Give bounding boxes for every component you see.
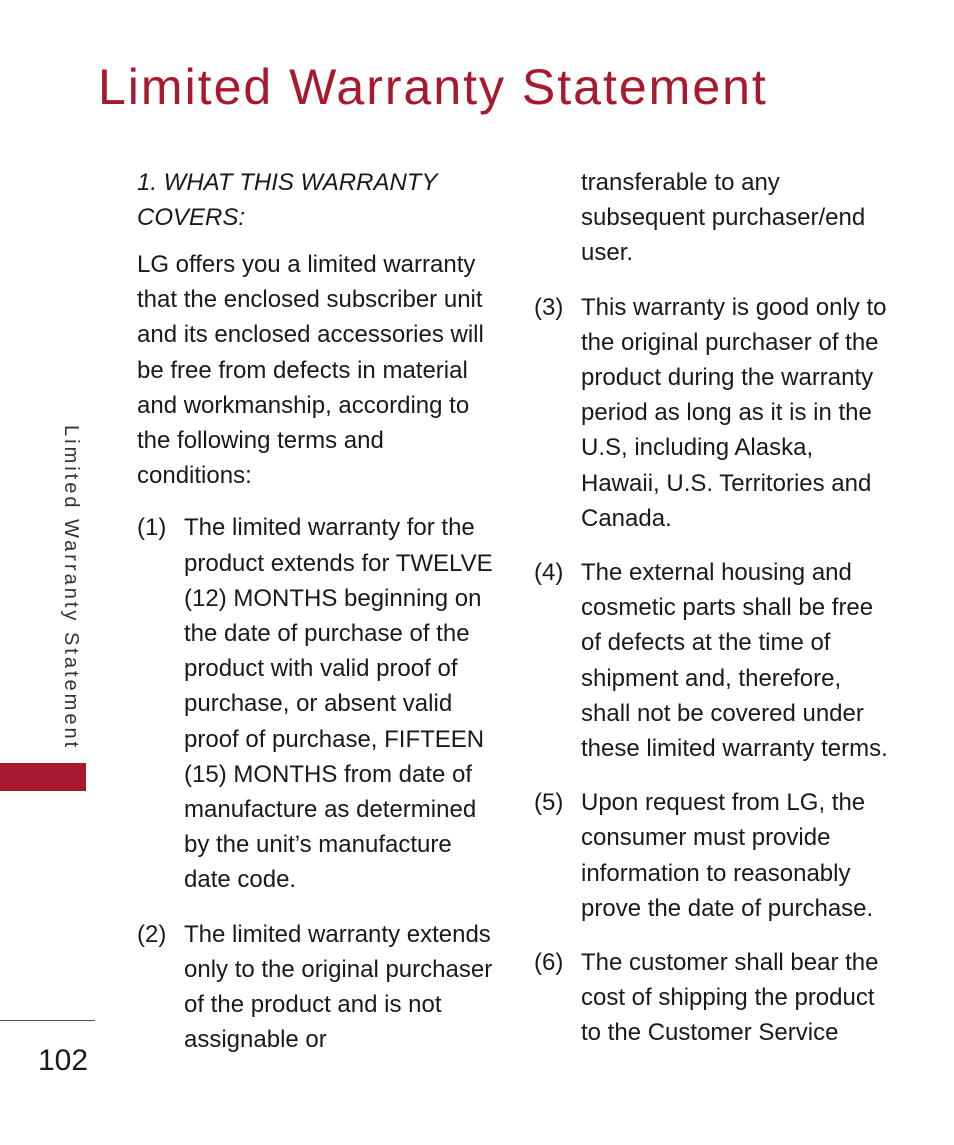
item-number: (4) [534,559,564,587]
item-number: (2) [137,920,167,948]
side-tab-label: Limited Warranty Statement [60,425,82,751]
item-text: The external housing and cosmetic parts shall be free of defects at the time of shipment and, therefore, shall not be covered under these limited warranty terms. [581,559,888,763]
item-number: (1) [137,514,167,542]
item-text: Upon request from LG, the consumer must provide information to reasonably prove the date of purchase. [581,789,874,922]
page-title: Limited Warranty Statement [98,59,768,115]
item-number: (3) [534,293,564,321]
item-text: The customer shall bear the cost of shipping the product to the Customer Service [581,949,879,1047]
item-number: (6) [534,949,564,977]
right-column [534,165,894,1070]
left-column [137,165,497,1076]
list-item [534,945,894,1051]
intro-paragraph: LG offers you a limited warranty that the enclosed subscriber unit and its enclosed accessories will be free from defects in material and workmanship, according to the following terms and conditions: [137,251,484,490]
list-item [534,555,894,766]
item-number: (5) [534,789,564,817]
item-continuation: transferable to any subsequent purchaser/end user. [581,169,866,267]
section-heading: 1. WHAT THIS WARRANTY COVERS: [137,169,438,231]
list-item [534,290,894,536]
list-item [137,917,497,1058]
side-tab-marker [0,763,86,791]
item-text: The limited warranty for the product extends for TWELVE (12) MONTHS beginning on the date of purchase of the product with valid proof of purchase, or absent valid proof of purchase, FIFTEEN (15) MONTHS from date of manufacture as determined by the unit’s manufacture date code. [184,514,493,894]
footer-rule [0,1020,95,1021]
list-item [137,510,497,897]
item-text: The limited warranty extends only to the original purchaser of the product and is not assignable or [184,920,493,1054]
list-item [534,785,894,926]
page-number: 102 [38,1044,89,1077]
item-text: This warranty is good only to the original purchaser of the product during the warranty period as long as it is in the U.S, including Alaska, Hawaii, U.S. Territories and Canada. [581,293,887,532]
